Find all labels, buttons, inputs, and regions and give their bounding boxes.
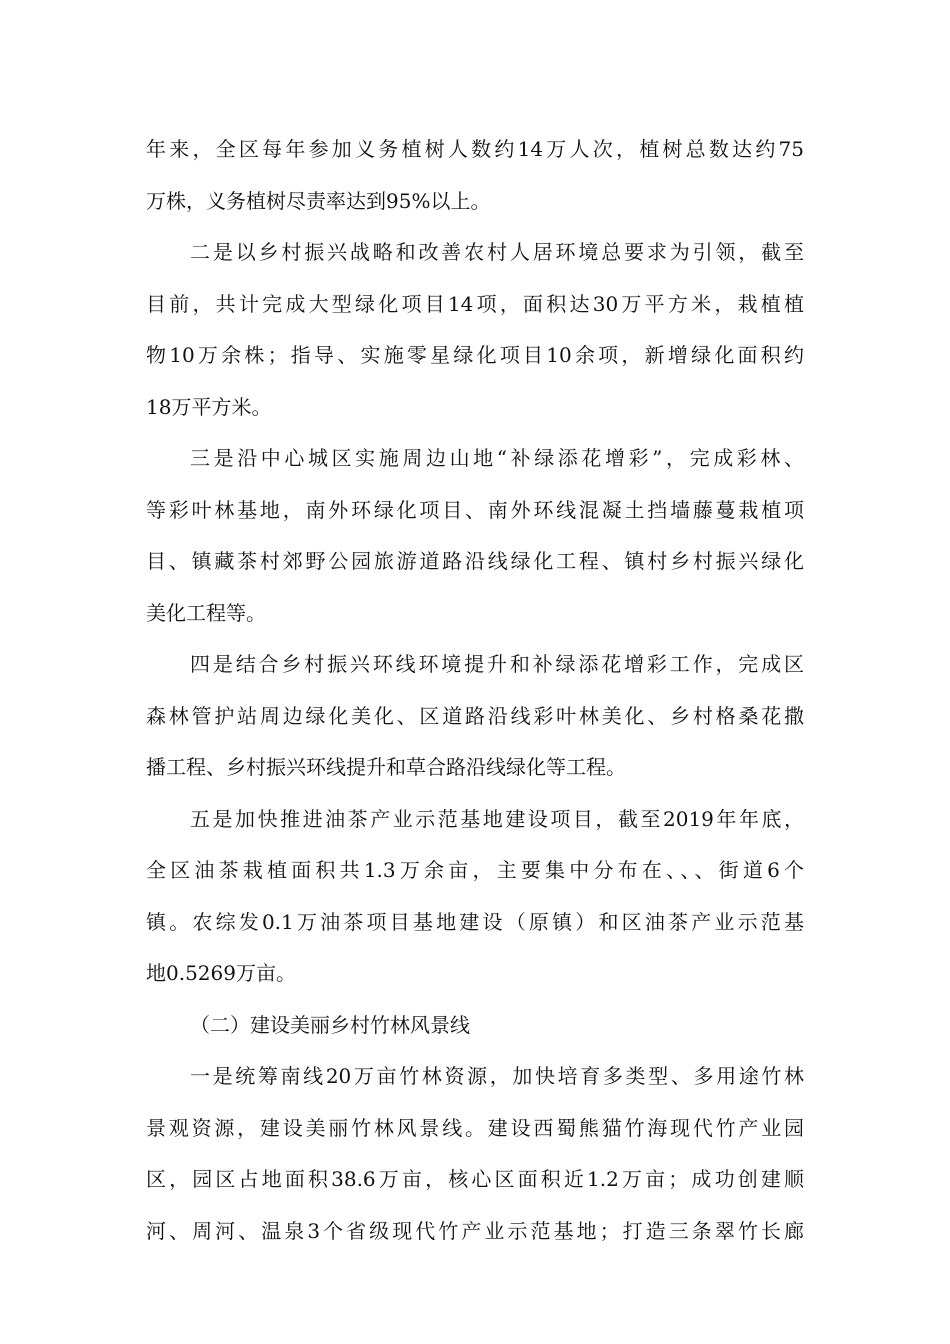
text-line: 年来，全区每年参加义务植树人数约14万人次，植树总数达约75	[146, 137, 804, 161]
text-line: 镇。农综发0.1万油茶项目基地建设（原镇）和区油茶产业示范基	[146, 909, 804, 934]
text-line: 森林管护站周边绿化美化、区道路沿线彩叶林美化、乡村格桑花撒	[146, 703, 804, 728]
text-line: 美化工程等。	[146, 600, 266, 625]
text-line: 三是沿中心城区实施周边山地“补绿添花增彩”，完成彩林、	[190, 446, 804, 470]
paragraph-five	[146, 794, 804, 1000]
text-line: 物10万余株；指导、实施零星绿化项目10余项，新增绿化面积约	[146, 343, 804, 367]
paragraph-bamboo-one	[146, 1051, 804, 1257]
text-line: 18万平方米。	[146, 394, 272, 419]
text-line: 景观资源，建设美丽竹林风景线。建设西蜀熊猫竹海现代竹产业园	[146, 1115, 804, 1140]
paragraph-two	[146, 227, 804, 433]
text-line: 目、镇藏茶村郊野公园旅游道路沿线绿化工程、镇村乡村振兴绿化	[146, 549, 804, 573]
paragraph-four	[146, 639, 804, 794]
text-line: 全区油茶栽植面积共1.3万余亩，主要集中分布在、、、街道6个	[146, 858, 804, 882]
document-body	[146, 124, 804, 1257]
paragraph-intro-continued	[146, 124, 804, 227]
text-line: 五是加快推进油茶产业示范基地建设项目，截至2019年年底，	[190, 806, 804, 831]
paragraph-three	[146, 433, 804, 639]
section-heading-text: （二）建设美丽乡村竹林风景线	[190, 1012, 470, 1037]
text-line: 二是以乡村振兴战略和改善农村人居环境总要求为引领，截至	[190, 240, 804, 264]
text-line: 一是统筹南线20万亩竹林资源，加快培育多类型、多用途竹林	[190, 1064, 804, 1088]
text-line: 四是结合乡村振兴环线环境提升和补绿添花增彩工作，完成区	[190, 652, 804, 676]
text-line: 播工程、乡村振兴环线提升和草合路沿线绿化等工程。	[146, 755, 626, 779]
text-line: 河、周河、温泉3个省级现代竹产业示范基地；打造三条翠竹长廊	[146, 1218, 804, 1243]
section-heading	[146, 1000, 804, 1052]
text-line: 万株，义务植树尽责率达到95%以上。	[146, 188, 491, 213]
text-line: 等彩叶林基地，南外环绿化项目、南外环线混凝土挡墙藤蔓栽植项	[146, 497, 804, 522]
text-line: 区，园区占地面积38.6万亩，核心区面积近1.2万亩；成功创建顺	[146, 1167, 804, 1191]
text-line: 目前，共计完成大型绿化项目14项，面积达30万平方米，栽植植	[146, 291, 804, 316]
text-line: 地0.5269万亩。	[146, 961, 296, 985]
